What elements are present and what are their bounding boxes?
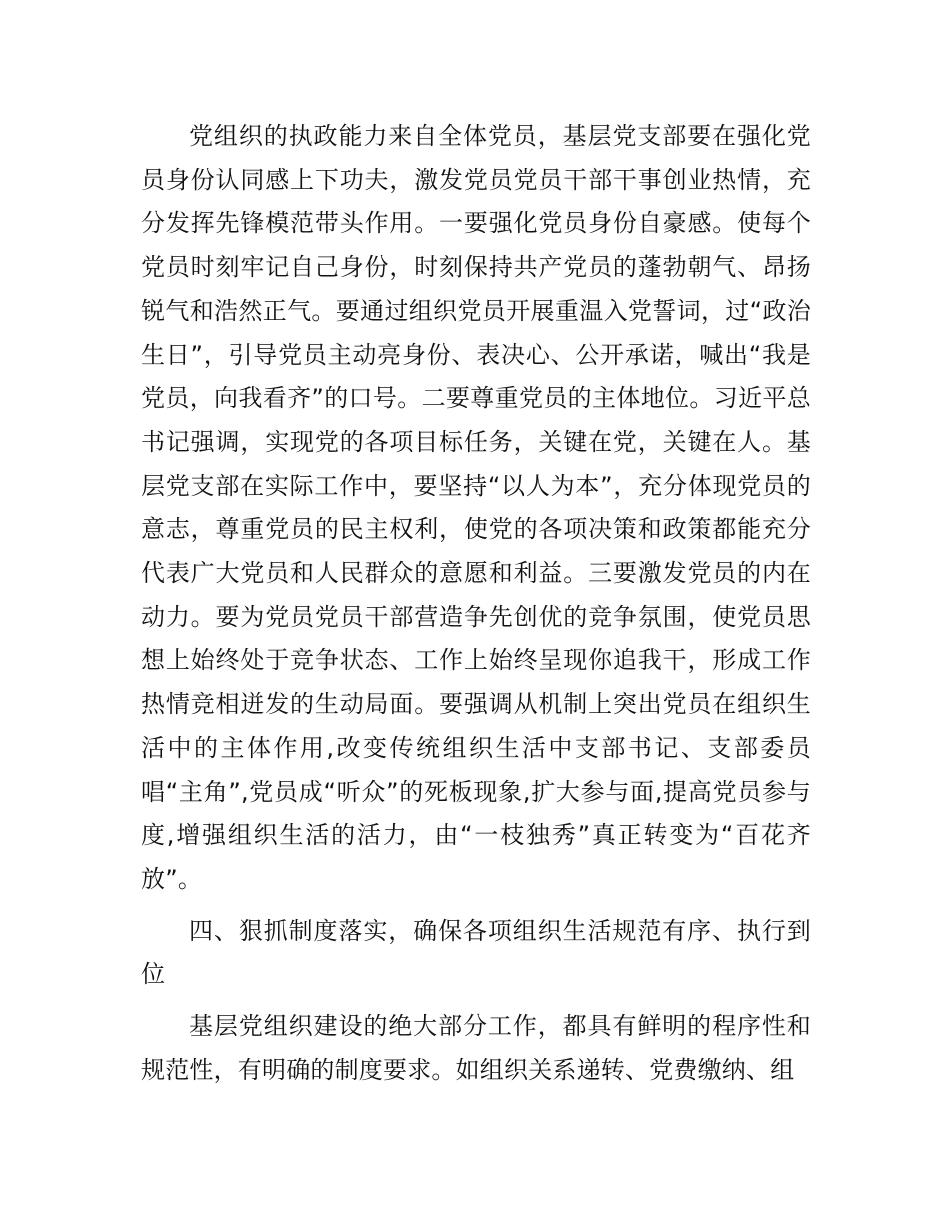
body-paragraph: 党组织的执政能力来自全体党员，基层党支部要在强化党员身份认同感上下功夫，激发党员党员干部干事创业热情，充分发挥先锋模范带头作用。一要强化党员身份自豪感。使每个党员时刻牢记自己身份，时刻保持共产党员的蓬勃朝气、昂扬锐气和浩然正气。要通过组织党员开展重温入党誓词，过“政治生日”，引导党员主动亮身份、表决心、公开承诺，喊出“我是党员，向我看齐”的口号。二要尊重党员的主体地位。习近平总书记强调，实现党的各项目标任务，关键在党，关键在人。基层党支部在实际工作中，要坚持“以人为本”，充分体现党员的意志，尊重党员的民主权利，使党的各项决策和政策都能充分代表广大党员和人民群众的意愿和利益。三要激发党员的内在动力。要为党员党员干部营造争先创优的竞争氛围，使党员思想上始终处于竞争状态、工作上始终呈现你追我干，形成工作热情竞相迸发的生动局面。要强调从机制上突出党员在组织生活中的主体作用,改变传统组织生活中支部书记、支部委员唱“主角”,党员成“听众”的死板现象,扩大参与面,提高党员参与度,增强组织生活的活力，由“一枝独秀”真正转变为“百花齐放”。 bbox=[141, 122, 811, 893]
section-heading: 四、狠抓制度落实，确保各项组织生活规范有序、执行到位 bbox=[141, 916, 811, 989]
document-body bbox=[141, 115, 811, 1092]
body-paragraph: 基层党组织建设的绝大部分工作，都具有鲜明的程序性和规范性，有明确的制度要求。如组织关系递转、党费缴纳、组 bbox=[141, 1012, 811, 1084]
